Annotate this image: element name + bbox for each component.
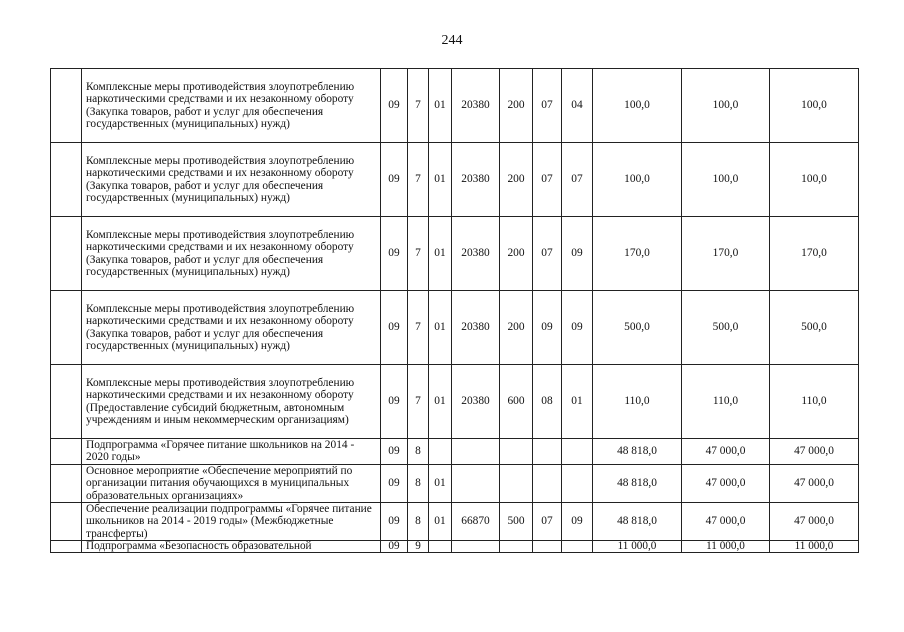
code-cell: 7 [408,291,429,365]
code-cell: 200 [500,143,533,217]
row-stub [51,291,82,365]
row-description: Основное мероприятие «Обеспечение мероприятий по организации питания обучающихся в муниципальных образовательных организациях» [82,464,381,502]
row-description: Комплексные меры противодействия злоупотреблению наркотическими средствами и их незаконному обороту (Закупка товаров, работ и услуг для обеспечения государственных (муниципальных) нужд) [82,69,381,143]
row-description: Комплексные меры противодействия злоупотреблению наркотическими средствами и их незаконному обороту (Закупка товаров, работ и услуг для обеспечения государственных (муниципальных) нужд) [82,291,381,365]
row-stub [51,464,82,502]
amount-cell: 500,0 [682,291,770,365]
row-description: Комплексные меры противодействия злоупотреблению наркотическими средствами и их незаконному обороту (Закупка товаров, работ и услуг для обеспечения государственных (муниципальных) нужд) [82,143,381,217]
code-cell: 01 [429,365,452,439]
code-cell: 09 [381,365,408,439]
amount-cell: 47 000,0 [770,503,859,541]
row-stub [51,439,82,465]
code-cell: 500 [500,503,533,541]
code-cell [533,464,562,502]
table-row [51,464,859,502]
code-cell: 09 [381,541,408,553]
amount-cell: 47 000,0 [682,503,770,541]
code-cell [500,464,533,502]
code-cell: 01 [562,365,593,439]
table-row [51,143,859,217]
code-cell: 20380 [452,365,500,439]
code-cell: 01 [429,69,452,143]
code-cell: 07 [533,503,562,541]
code-cell [533,541,562,553]
amount-cell: 500,0 [770,291,859,365]
amount-cell: 48 818,0 [593,464,682,502]
amount-cell: 100,0 [593,143,682,217]
code-cell [562,439,593,465]
code-cell: 7 [408,143,429,217]
code-cell: 09 [562,291,593,365]
code-cell: 20380 [452,291,500,365]
code-cell: 07 [533,143,562,217]
amount-cell: 110,0 [682,365,770,439]
amount-cell: 100,0 [593,69,682,143]
amount-cell: 110,0 [770,365,859,439]
amount-cell: 100,0 [682,143,770,217]
code-cell: 09 [381,464,408,502]
amount-cell: 48 818,0 [593,503,682,541]
amount-cell: 100,0 [682,69,770,143]
code-cell: 20380 [452,217,500,291]
code-cell [452,541,500,553]
code-cell: 09 [381,143,408,217]
code-cell: 8 [408,503,429,541]
table-row [51,217,859,291]
amount-cell: 500,0 [593,291,682,365]
code-cell: 09 [562,217,593,291]
row-description: Обеспечение реализации подпрограммы «Горячее питание школьников на 2014 - 2019 годы» (Межбюджетные трансферты) [82,503,381,541]
code-cell [452,464,500,502]
code-cell [429,541,452,553]
amount-cell: 170,0 [770,217,859,291]
table-row [51,69,859,143]
code-cell: 66870 [452,503,500,541]
code-cell [562,464,593,502]
code-cell: 8 [408,464,429,502]
code-cell: 07 [533,217,562,291]
code-cell: 07 [562,143,593,217]
code-cell: 08 [533,365,562,439]
code-cell: 09 [381,503,408,541]
code-cell: 200 [500,291,533,365]
code-cell: 01 [429,291,452,365]
row-stub [51,503,82,541]
code-cell: 01 [429,217,452,291]
amount-cell: 110,0 [593,365,682,439]
code-cell: 07 [533,69,562,143]
code-cell: 09 [533,291,562,365]
code-cell: 7 [408,69,429,143]
row-stub [51,541,82,553]
row-stub [51,217,82,291]
row-description: Подпрограмма «Безопасность образовательной [82,541,381,553]
code-cell [562,541,593,553]
code-cell [429,439,452,465]
row-stub [51,69,82,143]
code-cell: 01 [429,143,452,217]
row-description: Комплексные меры противодействия злоупотреблению наркотическими средствами и их незаконному обороту (Закупка товаров, работ и услуг для обеспечения государственных (муниципальных) нужд) [82,217,381,291]
code-cell: 200 [500,217,533,291]
code-cell: 200 [500,69,533,143]
row-stub [51,143,82,217]
amount-cell: 47 000,0 [682,439,770,465]
code-cell: 09 [562,503,593,541]
code-cell: 600 [500,365,533,439]
row-stub [51,365,82,439]
code-cell: 09 [381,69,408,143]
amount-cell: 100,0 [770,69,859,143]
code-cell: 09 [381,217,408,291]
code-cell: 01 [429,503,452,541]
code-cell: 20380 [452,143,500,217]
amount-cell: 47 000,0 [770,464,859,502]
amount-cell: 170,0 [682,217,770,291]
code-cell: 09 [381,439,408,465]
code-cell: 9 [408,541,429,553]
amount-cell: 48 818,0 [593,439,682,465]
code-cell: 7 [408,365,429,439]
table-row [51,439,859,465]
code-cell: 04 [562,69,593,143]
table-row [51,365,859,439]
table-row [51,503,859,541]
code-cell [500,439,533,465]
amount-cell: 47 000,0 [770,439,859,465]
amount-cell: 11 000,0 [593,541,682,553]
row-description: Подпрограмма «Горячее питание школьников на 2014 - 2020 годы» [82,439,381,465]
page-number: 244 [441,33,463,48]
code-cell: 01 [429,464,452,502]
code-cell: 8 [408,439,429,465]
code-cell: 7 [408,217,429,291]
table-row [51,541,859,553]
amount-cell: 170,0 [593,217,682,291]
budget-table [50,68,859,553]
amount-cell: 11 000,0 [682,541,770,553]
code-cell [533,439,562,465]
amount-cell: 11 000,0 [770,541,859,553]
code-cell: 20380 [452,69,500,143]
code-cell [452,439,500,465]
table-row [51,291,859,365]
code-cell [500,541,533,553]
amount-cell: 100,0 [770,143,859,217]
amount-cell: 47 000,0 [682,464,770,502]
code-cell: 09 [381,291,408,365]
row-description: Комплексные меры противодействия злоупотреблению наркотическими средствами и их незаконному обороту (Предоставление субсидий бюджетным, автономным учреждениям и иным некоммерческим организациям) [82,365,381,439]
